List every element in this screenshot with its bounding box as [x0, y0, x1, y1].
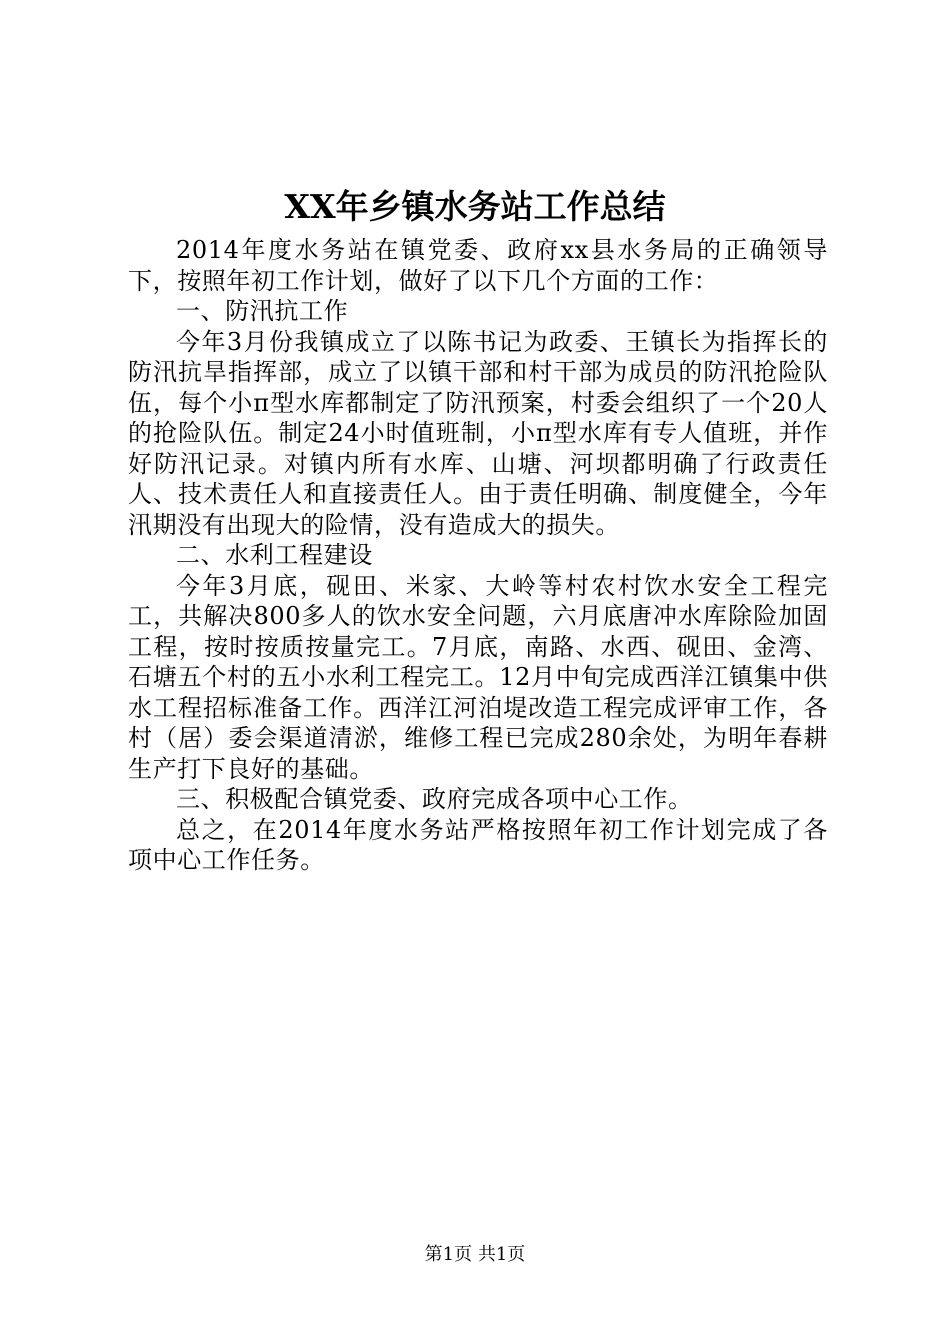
section-heading-flood-control: 一、防汛抗工作 [176, 297, 349, 325]
paragraph-conclusion: 总之，在2014年度水务站严格按照年初工作计划完成了各项中心工作任务。 [128, 815, 828, 874]
section-heading-central-work: 三、积极配合镇党委、政府完成各项中心工作。 [176, 785, 693, 813]
paragraph-water-projects: 今年3月底，砚田、米家、大岭等村农村饮水安全工程完工，共解决800多人的饮水安全问题，六月底唐冲水库除险加固工程，按时按质按量完工。7月底，南路、水西、砚田、金湾、石塘五个村的五小水利工程完工。12月中旬完成西洋江镇集中供水工程招标准备工作。西洋江河泊堤改造工程完成评审工作，各村（居）委会渠道清淤，维修工程已完成280余处，为明年春耕生产打下良好的基础。 [128, 571, 828, 783]
paragraph-flood-control: 今年3月份我镇成立了以陈书记为政委、王镇长为指挥长的防汛抗旱指挥部，成立了以镇干部和村干部为成员的防汛抢险队伍，每个小π型水库都制定了防汛预案，村委会组织了一个20人的抢险队伍。制定24小时值班制，小π型水库有专人值班，并作好防汛记录。对镇内所有水库、山塘、河坝都明确了行政责任人、技术责任人和直接责任人。由于责任明确、制度健全，今年汛期没有出现大的险情，没有造成大的损失。 [128, 327, 828, 539]
paragraph-intro: 2014年度水务站在镇党委、政府xx县水务局的正确领导下，按照年初工作计划，做好了以下几个方面的工作： [128, 236, 828, 295]
document-body [128, 235, 828, 876]
document-title: XX年乡镇水务站工作总结 [284, 187, 666, 226]
section-heading-water-projects: 二、水利工程建设 [176, 541, 373, 569]
page-footer: 第1页 共1页 [424, 1244, 526, 1265]
